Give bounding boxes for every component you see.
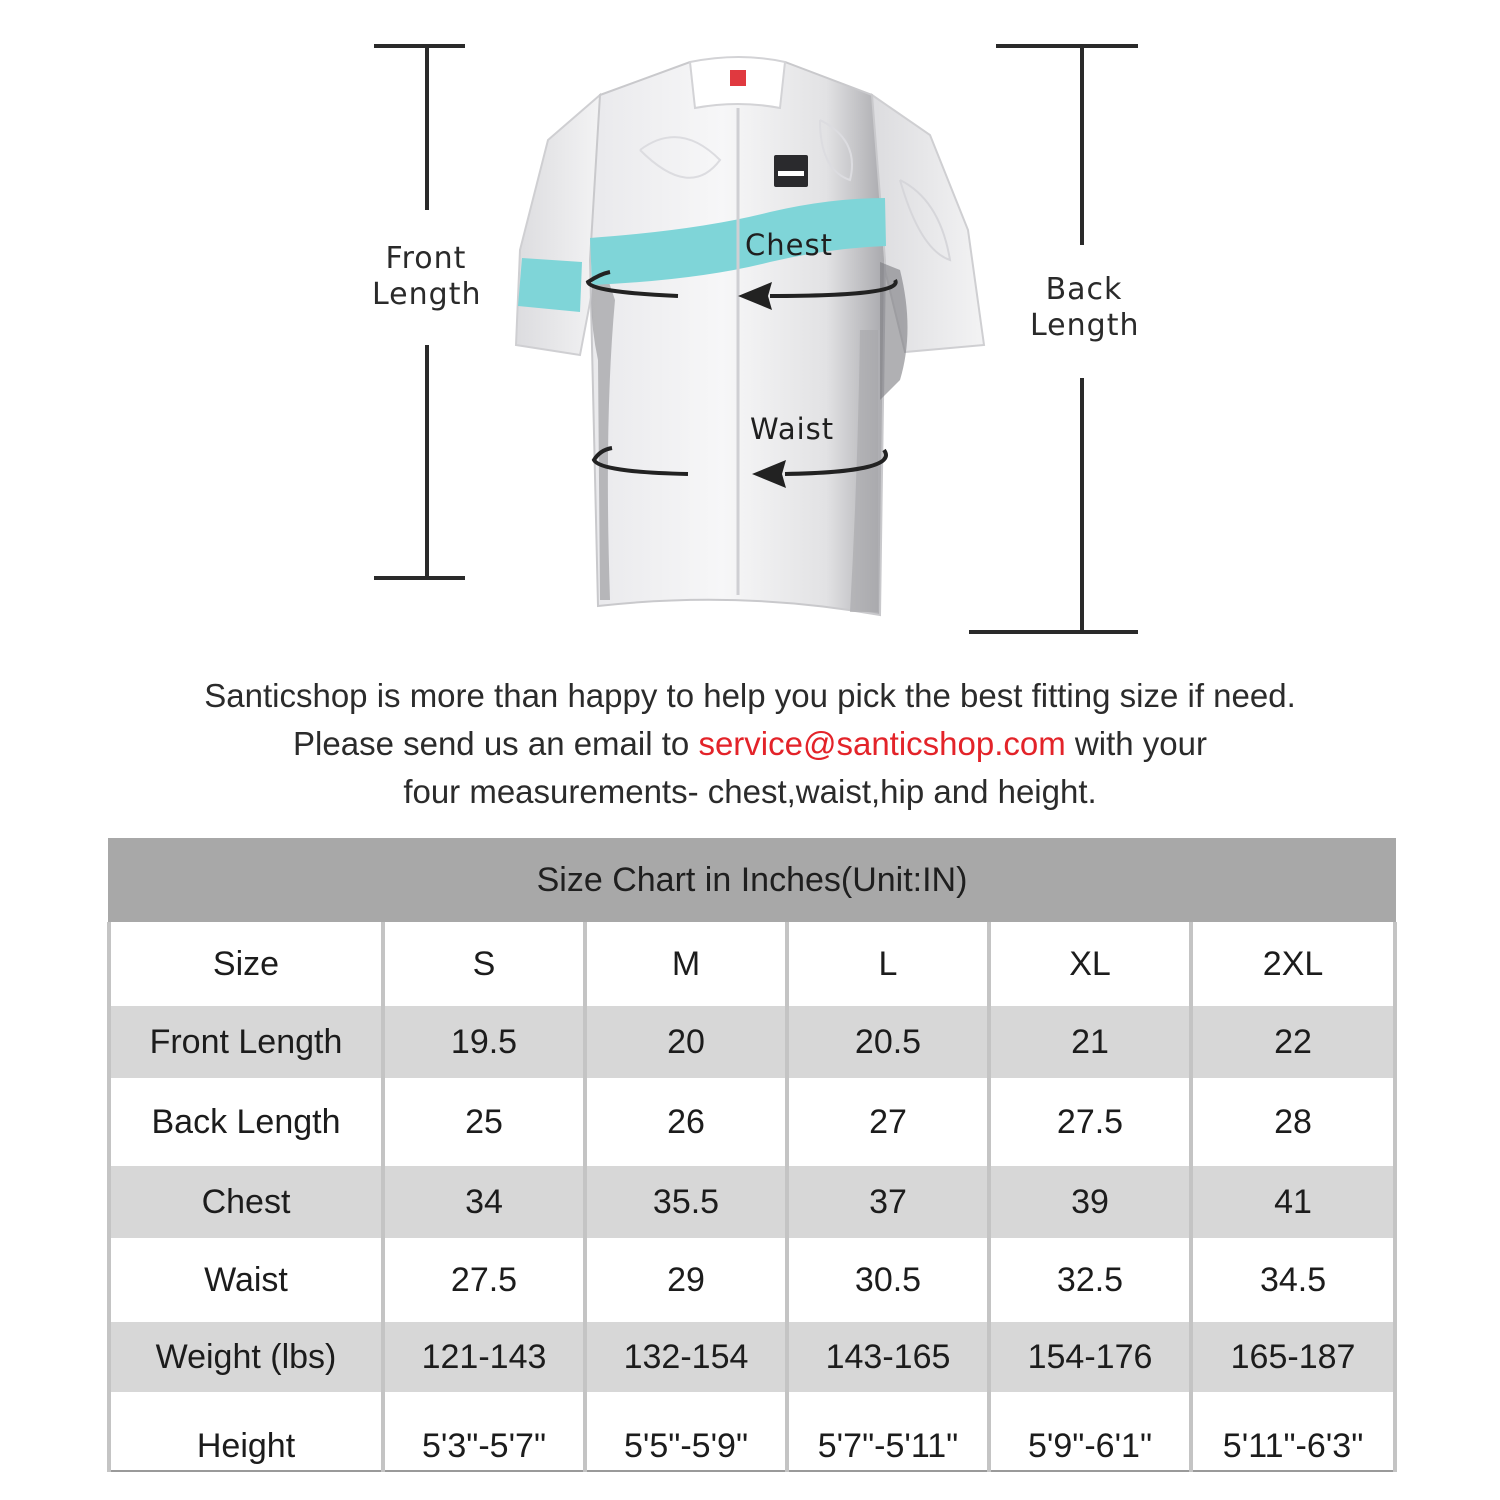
intro-line-2: Please send us an email to service@santicshop.com with your: [293, 725, 1207, 762]
table-cell: 27: [787, 1078, 989, 1166]
size-chart-title-row: [109, 838, 1395, 922]
front-length-label: Front Length: [372, 241, 482, 312]
row-label: Weight (lbs): [109, 1322, 383, 1392]
row-label: Back Length: [109, 1078, 383, 1166]
size-header-cell: L: [787, 922, 989, 1006]
table-cell: 21: [989, 1006, 1191, 1078]
table-cell: 37: [787, 1166, 989, 1238]
row-label: Height: [109, 1392, 383, 1471]
table-cell: 27.5: [989, 1078, 1191, 1166]
jersey-illustration: [0, 0, 1500, 660]
back-length-label: Back Length: [1030, 272, 1140, 343]
table-cell: 39: [989, 1166, 1191, 1238]
table-cell: 121-143: [383, 1322, 585, 1392]
table-cell: 20.5: [787, 1006, 989, 1078]
size-chart-title: Size Chart in Inches(Unit:IN): [109, 838, 1395, 922]
table-cell: 132-154: [585, 1322, 787, 1392]
table-cell: 35.5: [585, 1166, 787, 1238]
table-cell: 41: [1191, 1166, 1395, 1238]
table-cell: 29: [585, 1238, 787, 1322]
jersey-diagram: [0, 0, 1500, 660]
table-cell: 28: [1191, 1078, 1395, 1166]
table-cell: 25: [383, 1078, 585, 1166]
size-header-cell: XL: [989, 922, 1191, 1006]
table-cell: 22: [1191, 1006, 1395, 1078]
table-cell: 32.5: [989, 1238, 1191, 1322]
table-cell: 143-165: [787, 1322, 989, 1392]
table-cell: 5'5"-5'9": [585, 1392, 787, 1471]
table-cell: 27.5: [383, 1238, 585, 1322]
row-label: Front Length: [109, 1006, 383, 1078]
table-row-front-length: [109, 1006, 1395, 1078]
table-cell: 26: [585, 1078, 787, 1166]
table-cell: 5'9"-6'1": [989, 1392, 1191, 1471]
table-cell: 34.5: [1191, 1238, 1395, 1322]
collar-tag: [730, 70, 746, 86]
table-cell: 5'3"-5'7": [383, 1392, 585, 1471]
table-row-weight: [109, 1322, 1395, 1392]
size-chart-table: [107, 838, 1397, 1472]
size-header-cell: 2XL: [1191, 922, 1395, 1006]
table-cell: 165-187: [1191, 1322, 1395, 1392]
jersey-shape: [516, 57, 984, 615]
intro-line-1: Santicshop is more than happy to help you pick the best fitting size if need.: [204, 677, 1296, 714]
row-label: Chest: [109, 1166, 383, 1238]
size-header-label: Size: [109, 922, 383, 1006]
chest-label: Chest: [745, 228, 833, 262]
table-cell: 34: [383, 1166, 585, 1238]
table-cell: 20: [585, 1006, 787, 1078]
table-row-height: [109, 1392, 1395, 1471]
table-row-waist: [109, 1238, 1395, 1322]
waist-label: Waist: [750, 412, 835, 446]
table-cell: 30.5: [787, 1238, 989, 1322]
row-label: Waist: [109, 1238, 383, 1322]
size-header-row: [109, 922, 1395, 1006]
table-row-chest: [109, 1166, 1395, 1238]
intro-line-3: four measurements- chest,waist,hip and height.: [403, 773, 1097, 810]
size-header-cell: M: [585, 922, 787, 1006]
size-header-cell: S: [383, 922, 585, 1006]
table-row-back-length: [109, 1078, 1395, 1166]
intro-text: [0, 672, 1500, 816]
table-cell: 154-176: [989, 1322, 1191, 1392]
table-cell: 19.5: [383, 1006, 585, 1078]
table-cell: 5'11"-6'3": [1191, 1392, 1395, 1471]
table-cell: 5'7"-5'11": [787, 1392, 989, 1471]
email-link[interactable]: service@santicshop.com: [698, 725, 1066, 762]
